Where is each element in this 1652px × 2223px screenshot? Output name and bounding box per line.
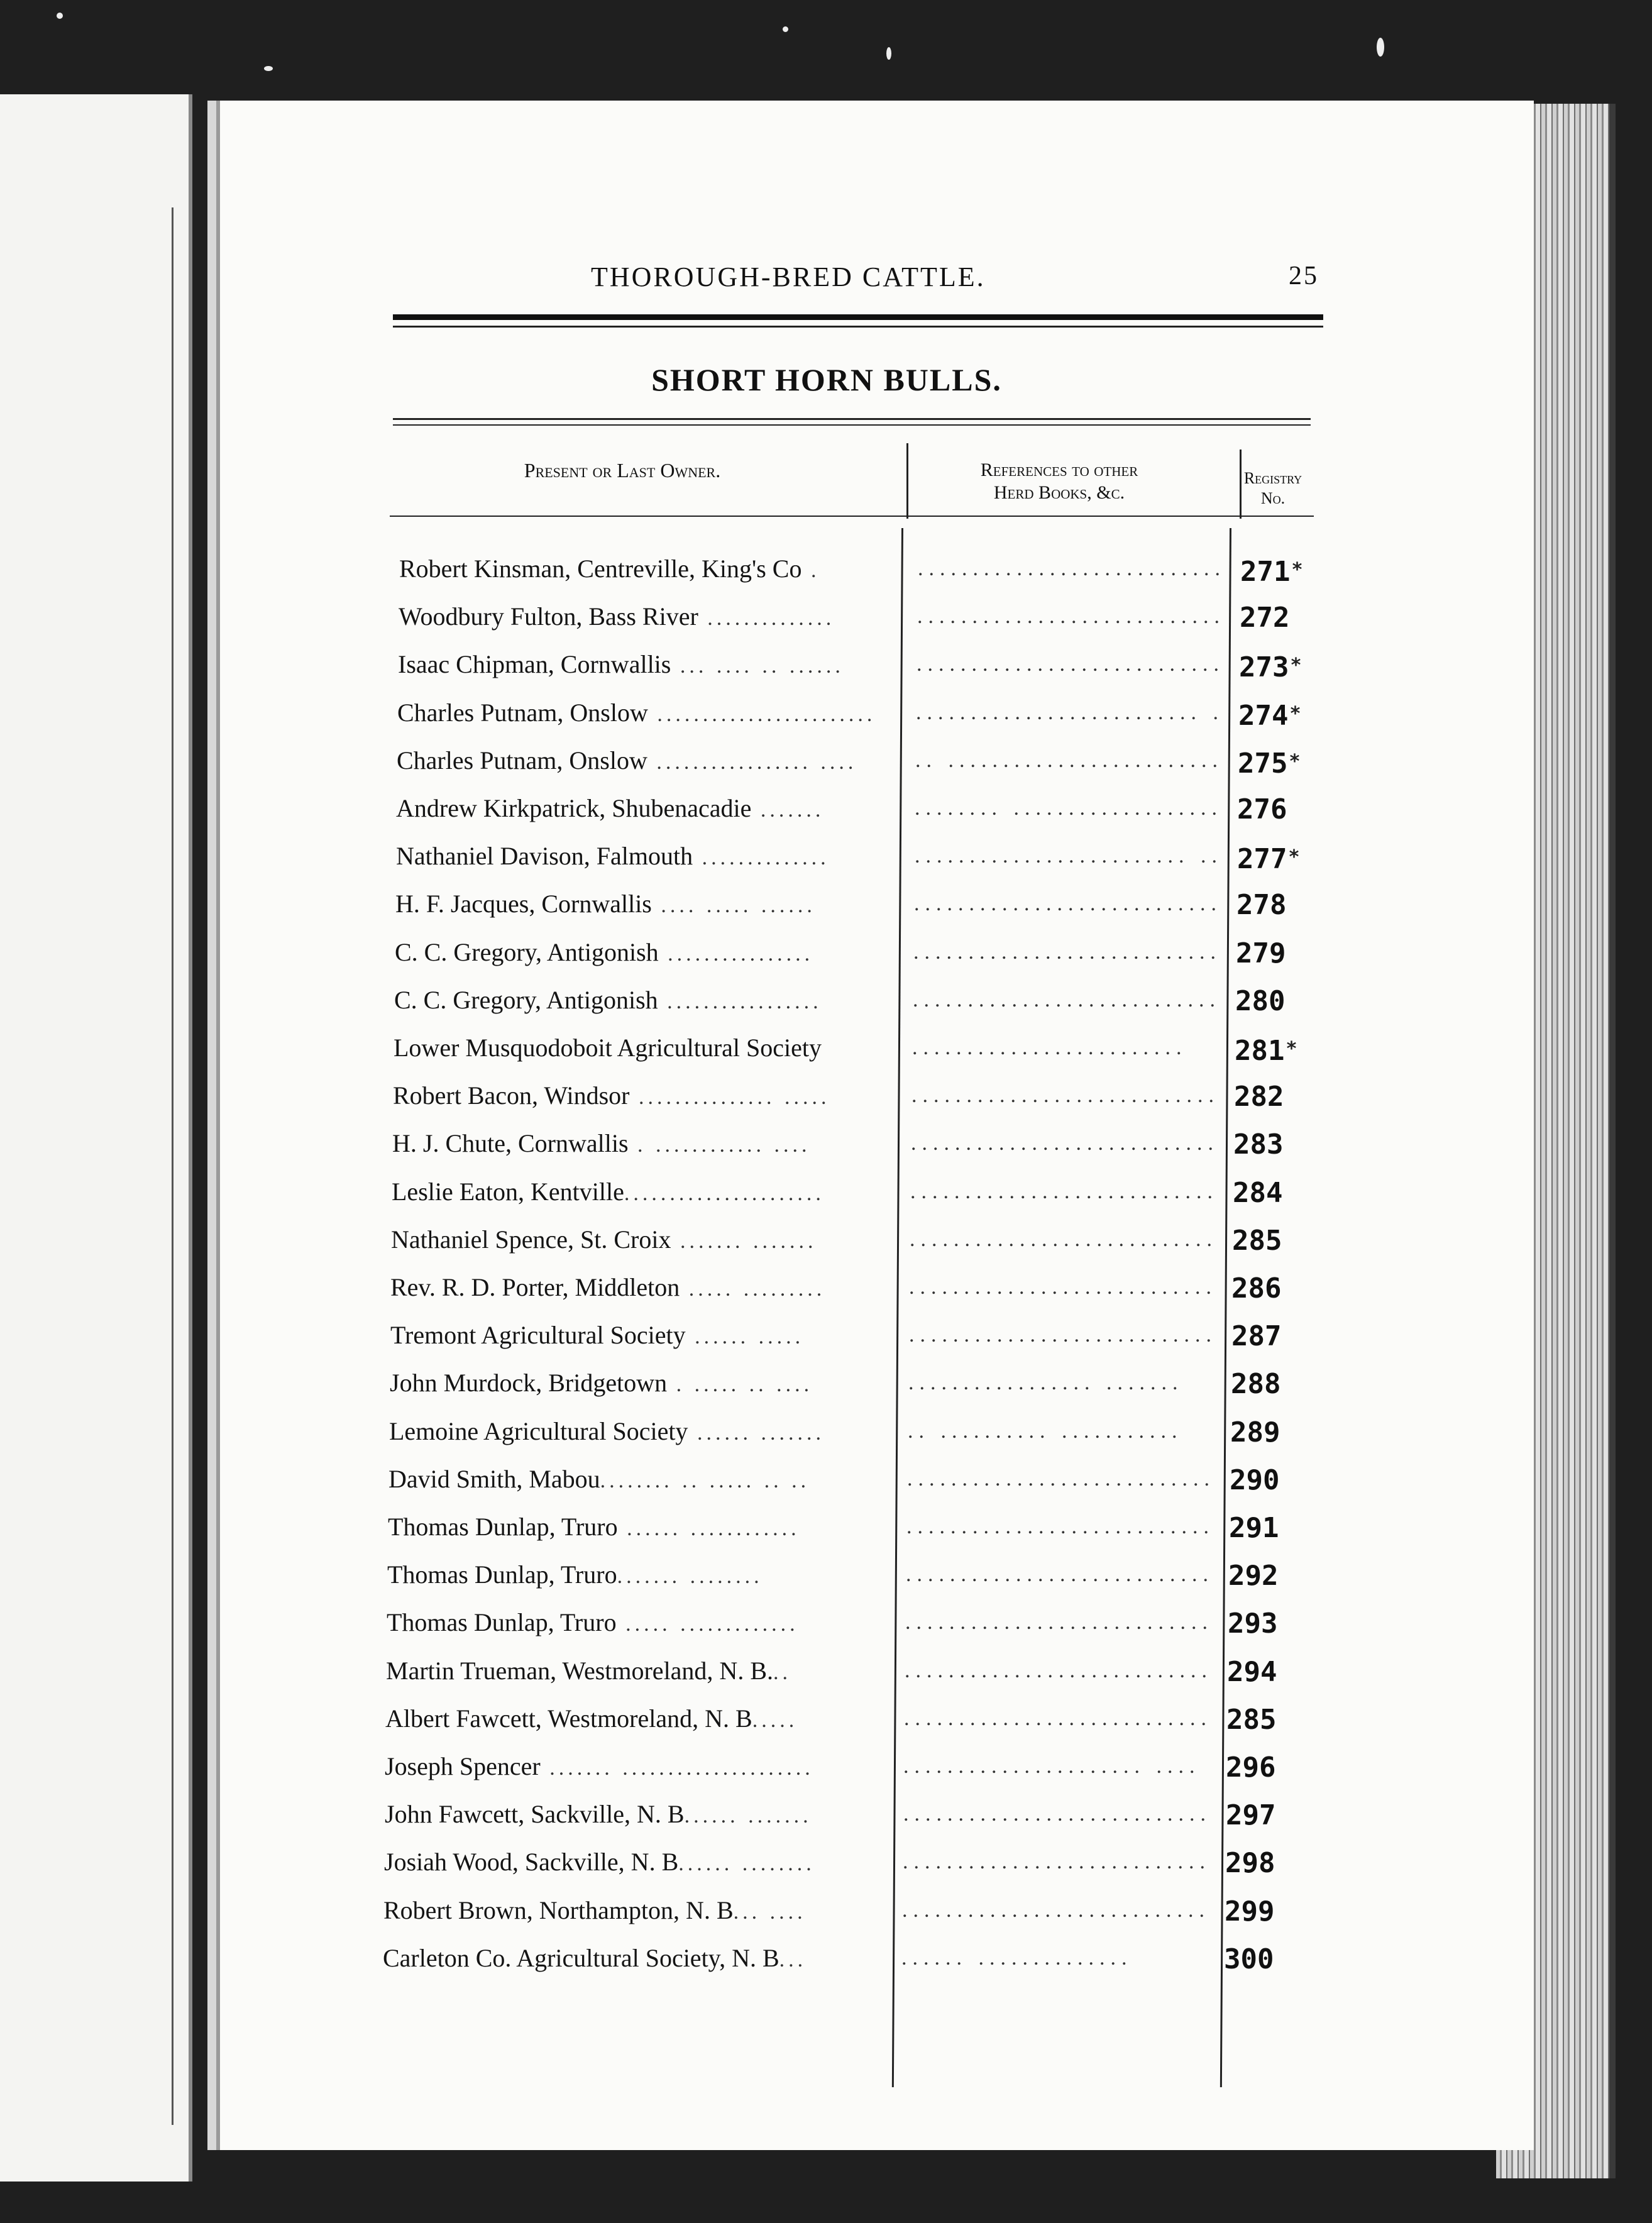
header-rule-thin (393, 326, 1323, 328)
references-cell: ........ ................... (915, 797, 1223, 820)
owner-name: Thomas Dunlap, Truro (388, 1513, 618, 1541)
column-header-registry (1238, 468, 1308, 509)
references-cell: ............................ (911, 1084, 1220, 1108)
references-cell: ............................ (913, 988, 1221, 1012)
asterisk-mark: * (1289, 750, 1301, 773)
dot-leader: ...... ....... (688, 1421, 825, 1445)
registry-number-cell (1240, 599, 1340, 637)
references-cell: ............................ (903, 1850, 1211, 1874)
dot-leader: .............. (698, 607, 835, 631)
registry-number: 298 (1225, 1847, 1275, 1880)
scan-speck (783, 26, 788, 32)
column-header-references-line2: Herd Books, &c. (993, 482, 1125, 503)
table-row (207, 694, 1534, 742)
owner-name: C. C. Gregory, Antigonish (395, 937, 659, 966)
owner-name: Martin Trueman, Westmoreland, N. B. (386, 1656, 773, 1685)
asterisk-mark: * (1291, 559, 1303, 581)
references-cell: ............................ (906, 1515, 1214, 1538)
registry-number-cell (1231, 1365, 1331, 1403)
registry-number-cell (1235, 983, 1336, 1020)
dot-leader: .... ..... ...... (651, 894, 816, 918)
references-cell: ............................ (913, 940, 1221, 964)
registry-number-cell (1232, 1222, 1333, 1260)
references-cell: ............................ (911, 1132, 1219, 1156)
references-cell: ................. ....... (908, 1371, 1184, 1395)
dot-leader: .............. (693, 846, 830, 870)
asterisk-mark: * (1289, 702, 1301, 725)
owner-name: Joseph Spencer (385, 1752, 541, 1780)
references-cell: ............................ (918, 557, 1226, 580)
references-cell: ......................... .. (915, 844, 1223, 868)
registry-number-cell (1231, 1270, 1332, 1308)
dot-leader: ...... ............ (617, 1517, 800, 1540)
table-row (207, 1269, 1534, 1316)
references-cell: ...... .............. (901, 1946, 1133, 1970)
dot-leader: ............... ..... (629, 1086, 830, 1110)
references-cell: ............................ (907, 1467, 1215, 1491)
references-cell: ............................ (910, 1227, 1218, 1251)
dot-leader: . ..... .. .... (667, 1373, 813, 1397)
registry-number-cell (1235, 1030, 1335, 1070)
table-row (207, 1748, 1534, 1796)
table-row (207, 1939, 1534, 1987)
table-row (207, 934, 1534, 981)
owner-name: Josiah Wood, Sackville, N. B (384, 1848, 679, 1877)
owner-name: Thomas Dunlap, Truro (387, 1560, 617, 1589)
registry-number: 277 (1237, 843, 1287, 876)
registry-number: 280 (1235, 985, 1286, 1017)
owner-name: Albert Fawcett, Westmoreland, N. B (385, 1704, 752, 1733)
header-rule-thick (393, 314, 1323, 320)
registry-number: 297 (1226, 1799, 1276, 1832)
table-row (207, 1700, 1534, 1748)
dot-leader: ....... ........ (617, 1565, 763, 1589)
table-row (207, 1413, 1534, 1460)
references-cell: ............................ (910, 1179, 1218, 1203)
table-row (207, 981, 1534, 1029)
table-row (207, 837, 1534, 885)
registry-number: 275 (1238, 747, 1288, 780)
registry-number: 290 (1230, 1464, 1280, 1496)
owner-name: John Murdock, Bridgetown (390, 1369, 668, 1398)
main-page (207, 101, 1534, 2150)
references-cell: ............................ (909, 1323, 1217, 1347)
dot-leader: ..... ............. (616, 1613, 799, 1636)
registry-number-cell (1236, 886, 1337, 924)
registry-number-cell (1238, 743, 1338, 783)
registry-number-cell (1234, 1078, 1335, 1116)
registry-number-cell (1233, 1126, 1334, 1164)
registry-number: 296 (1226, 1751, 1276, 1784)
dot-leader: ...... ..... (685, 1325, 805, 1349)
asterisk-mark: * (1290, 654, 1302, 677)
table-row (207, 598, 1534, 646)
registry-number-cell (1233, 1174, 1333, 1212)
owner-name: Nathaniel Spence, St. Croix (391, 1225, 671, 1254)
registry-number-cell (1238, 695, 1339, 735)
registry-number-cell (1228, 1605, 1328, 1643)
owner-name: Leslie Eaton, Kentville (392, 1177, 624, 1206)
table-row (207, 1125, 1534, 1172)
references-cell: .......................... . (916, 700, 1224, 724)
references-cell: ............................ (902, 1898, 1210, 1922)
references-cell: ............................ (905, 1611, 1213, 1635)
registry-number: 273 (1239, 651, 1289, 684)
registry-number: 271 (1240, 556, 1291, 588)
table-row (207, 1892, 1534, 1939)
owner-name: Andrew Kirkpatrick, Shubenacadie (396, 794, 752, 822)
asterisk-mark: * (1288, 846, 1300, 869)
section-title: SHORT HORN BULLS. (651, 362, 1002, 397)
references-cell: .. ......................... (915, 748, 1223, 772)
owner-name: Lower Musquodoboit Agricultural Society (394, 1034, 822, 1062)
table-row (207, 1316, 1534, 1364)
dot-leader: ........................ (647, 702, 876, 726)
scan-speck (886, 47, 891, 60)
column-header-bottom-rule (390, 516, 1314, 517)
table-row (207, 1604, 1534, 1652)
table-row (207, 1221, 1534, 1269)
table-row (207, 1556, 1534, 1604)
owner-name: Robert Brown, Northampton, N. B (383, 1895, 734, 1924)
references-cell: ............................ (917, 605, 1225, 629)
registry-number: 272 (1240, 602, 1290, 634)
owner-name: Lemoine Agricultural Society (389, 1416, 688, 1445)
references-cell: ...................... .... (903, 1755, 1201, 1778)
column-header-owner: Present or Last Owner. (524, 459, 721, 482)
left-facing-page (0, 94, 192, 2182)
table-top-rule-2 (393, 424, 1311, 426)
table-top-rule (393, 418, 1311, 420)
dot-leader: ..... (752, 1708, 798, 1732)
registry-number: 281 (1235, 1035, 1285, 1067)
registry-number: 288 (1231, 1368, 1281, 1401)
references-cell: ......................... (912, 1036, 1187, 1059)
owner-name: Charles Putnam, Onslow (397, 698, 648, 727)
owner-name: Robert Bacon, Windsor (393, 1081, 630, 1110)
dot-leader: . ............ .... (628, 1134, 811, 1157)
registry-number: 294 (1227, 1655, 1277, 1688)
registry-number-cell (1225, 1893, 1325, 1931)
dot-leader: ...................... (624, 1181, 825, 1205)
column-header-references (911, 459, 1207, 504)
owner-name: C. C. Gregory, Antigonish (394, 985, 658, 1014)
registry-number-cell (1237, 839, 1338, 878)
dot-leader: ... .... .. ...... (671, 654, 844, 678)
registry-number: 274 (1238, 699, 1289, 732)
registry-number: 300 (1224, 1943, 1274, 1975)
owner-name: H. F. Jacques, Cornwallis (395, 890, 652, 918)
references-cell: ............................ (903, 1802, 1211, 1826)
owner-name: Isaac Chipman, Cornwallis (398, 650, 671, 679)
asterisk-mark: * (1286, 1038, 1297, 1060)
page-number: 25 (1289, 262, 1319, 290)
scan-speck (57, 13, 63, 19)
dot-leader: . (801, 559, 820, 582)
references-cell: ............................ (909, 1276, 1217, 1299)
dot-leader: ........ .. ..... .. .. (600, 1469, 810, 1492)
dot-leader: .. (773, 1660, 791, 1684)
table-row (207, 1029, 1534, 1077)
registry-number-cell (1225, 1845, 1326, 1882)
dot-leader: ....... ....... (671, 1229, 817, 1253)
owner-name: David Smith, Mabou (388, 1464, 600, 1493)
references-cell: ............................ (904, 1706, 1212, 1730)
column-header-registry-line1: Registry (1243, 469, 1302, 487)
table-row (207, 1364, 1534, 1412)
table-row (207, 790, 1534, 837)
dot-leader: ... .... (733, 1900, 807, 1924)
dot-leader: ....... ..................... (540, 1757, 814, 1780)
table-row (207, 742, 1534, 790)
dot-leader: ..... ......... (680, 1277, 826, 1301)
header-separator-2 (1240, 450, 1242, 519)
column-header-references-line1: References to other (980, 460, 1138, 480)
registry-number: 291 (1229, 1512, 1279, 1544)
dot-leader: ................. (658, 990, 822, 1013)
registry-number: 293 (1228, 1608, 1278, 1640)
registry-number: 283 (1233, 1128, 1284, 1161)
owner-name: H. J. Chute, Cornwallis (392, 1129, 629, 1158)
references-cell: .. .......... ........... (908, 1419, 1183, 1443)
registry-number: 284 (1233, 1176, 1283, 1209)
registry-number-cell (1230, 1462, 1330, 1499)
dot-leader: ................ (658, 942, 814, 966)
registry-number-cell (1227, 1653, 1328, 1691)
registry-number: 287 (1231, 1320, 1282, 1353)
registry-number-cell (1228, 1557, 1329, 1595)
references-cell: ............................ (905, 1658, 1213, 1682)
owner-name: Woodbury Fulton, Bass River (399, 602, 698, 631)
registry-number-cell (1226, 1797, 1326, 1834)
table-row (207, 1077, 1534, 1125)
gutter-line (172, 207, 173, 2125)
registry-number: 286 (1231, 1272, 1282, 1305)
owner-name: Robert Kinsman, Centreville, King's Co (399, 554, 802, 583)
table-row (207, 1173, 1534, 1221)
registry-number-cell (1230, 1414, 1331, 1452)
owner-name: Carleton Co. Agricultural Society, N. B (383, 1943, 779, 1972)
registry-number-cell (1229, 1509, 1330, 1547)
table-row (207, 1508, 1534, 1556)
registry-number: 285 (1232, 1224, 1282, 1257)
dot-leader: ...... ........ (678, 1852, 815, 1876)
registry-number-cell (1237, 791, 1338, 829)
owner-name: Charles Putnam, Onslow (397, 746, 647, 775)
owner-name: Nathaniel Davison, Falmouth (396, 842, 693, 871)
dot-leader: ....... (751, 798, 825, 822)
references-cell: ............................ (906, 1563, 1214, 1587)
column-header-registry-line2: No. (1260, 489, 1286, 507)
owner-name: Thomas Dunlap, Truro (387, 1608, 617, 1637)
registry-number: 278 (1236, 889, 1287, 922)
scan-speck (264, 66, 273, 71)
registry-number: 279 (1236, 937, 1286, 969)
dot-leader: ................. .... (647, 750, 857, 774)
registry-number: 299 (1225, 1895, 1275, 1928)
registry-number-cell (1236, 935, 1336, 973)
table-row (207, 885, 1534, 933)
owner-name: Rev. R. D. Porter, Middleton (390, 1273, 680, 1301)
references-cell: ............................ (917, 653, 1225, 676)
table-row (207, 1796, 1534, 1843)
table-row (207, 646, 1534, 693)
registry-number-cell (1239, 647, 1340, 687)
registry-number-cell (1224, 1941, 1324, 1978)
registry-number-cell (1226, 1749, 1326, 1787)
running-head-title: THOROUGH-BRED CATTLE. (591, 262, 986, 292)
registry-number-cell (1240, 551, 1341, 591)
dot-leader: ...... ....... (684, 1804, 812, 1828)
dot-leader: ... (779, 1948, 807, 1972)
header-separator-1 (906, 443, 908, 519)
registry-number-cell (1226, 1701, 1327, 1739)
table-row (207, 1652, 1534, 1700)
registry-number: 276 (1237, 793, 1287, 825)
registry-number: 285 (1226, 1703, 1277, 1736)
table-row (207, 1843, 1534, 1891)
registry-number: 282 (1234, 1081, 1284, 1113)
scan-speck (1377, 38, 1384, 57)
table-row (207, 1460, 1534, 1508)
references-cell: ............................ (914, 892, 1222, 916)
owner-name: John Fawcett, Sackville, N. B (385, 1800, 685, 1829)
registry-number: 289 (1230, 1416, 1280, 1448)
owner-name: Tremont Agricultural Society (390, 1321, 686, 1350)
registry-number: 292 (1228, 1560, 1279, 1592)
table-row (207, 550, 1534, 598)
registry-number-cell (1231, 1318, 1332, 1355)
